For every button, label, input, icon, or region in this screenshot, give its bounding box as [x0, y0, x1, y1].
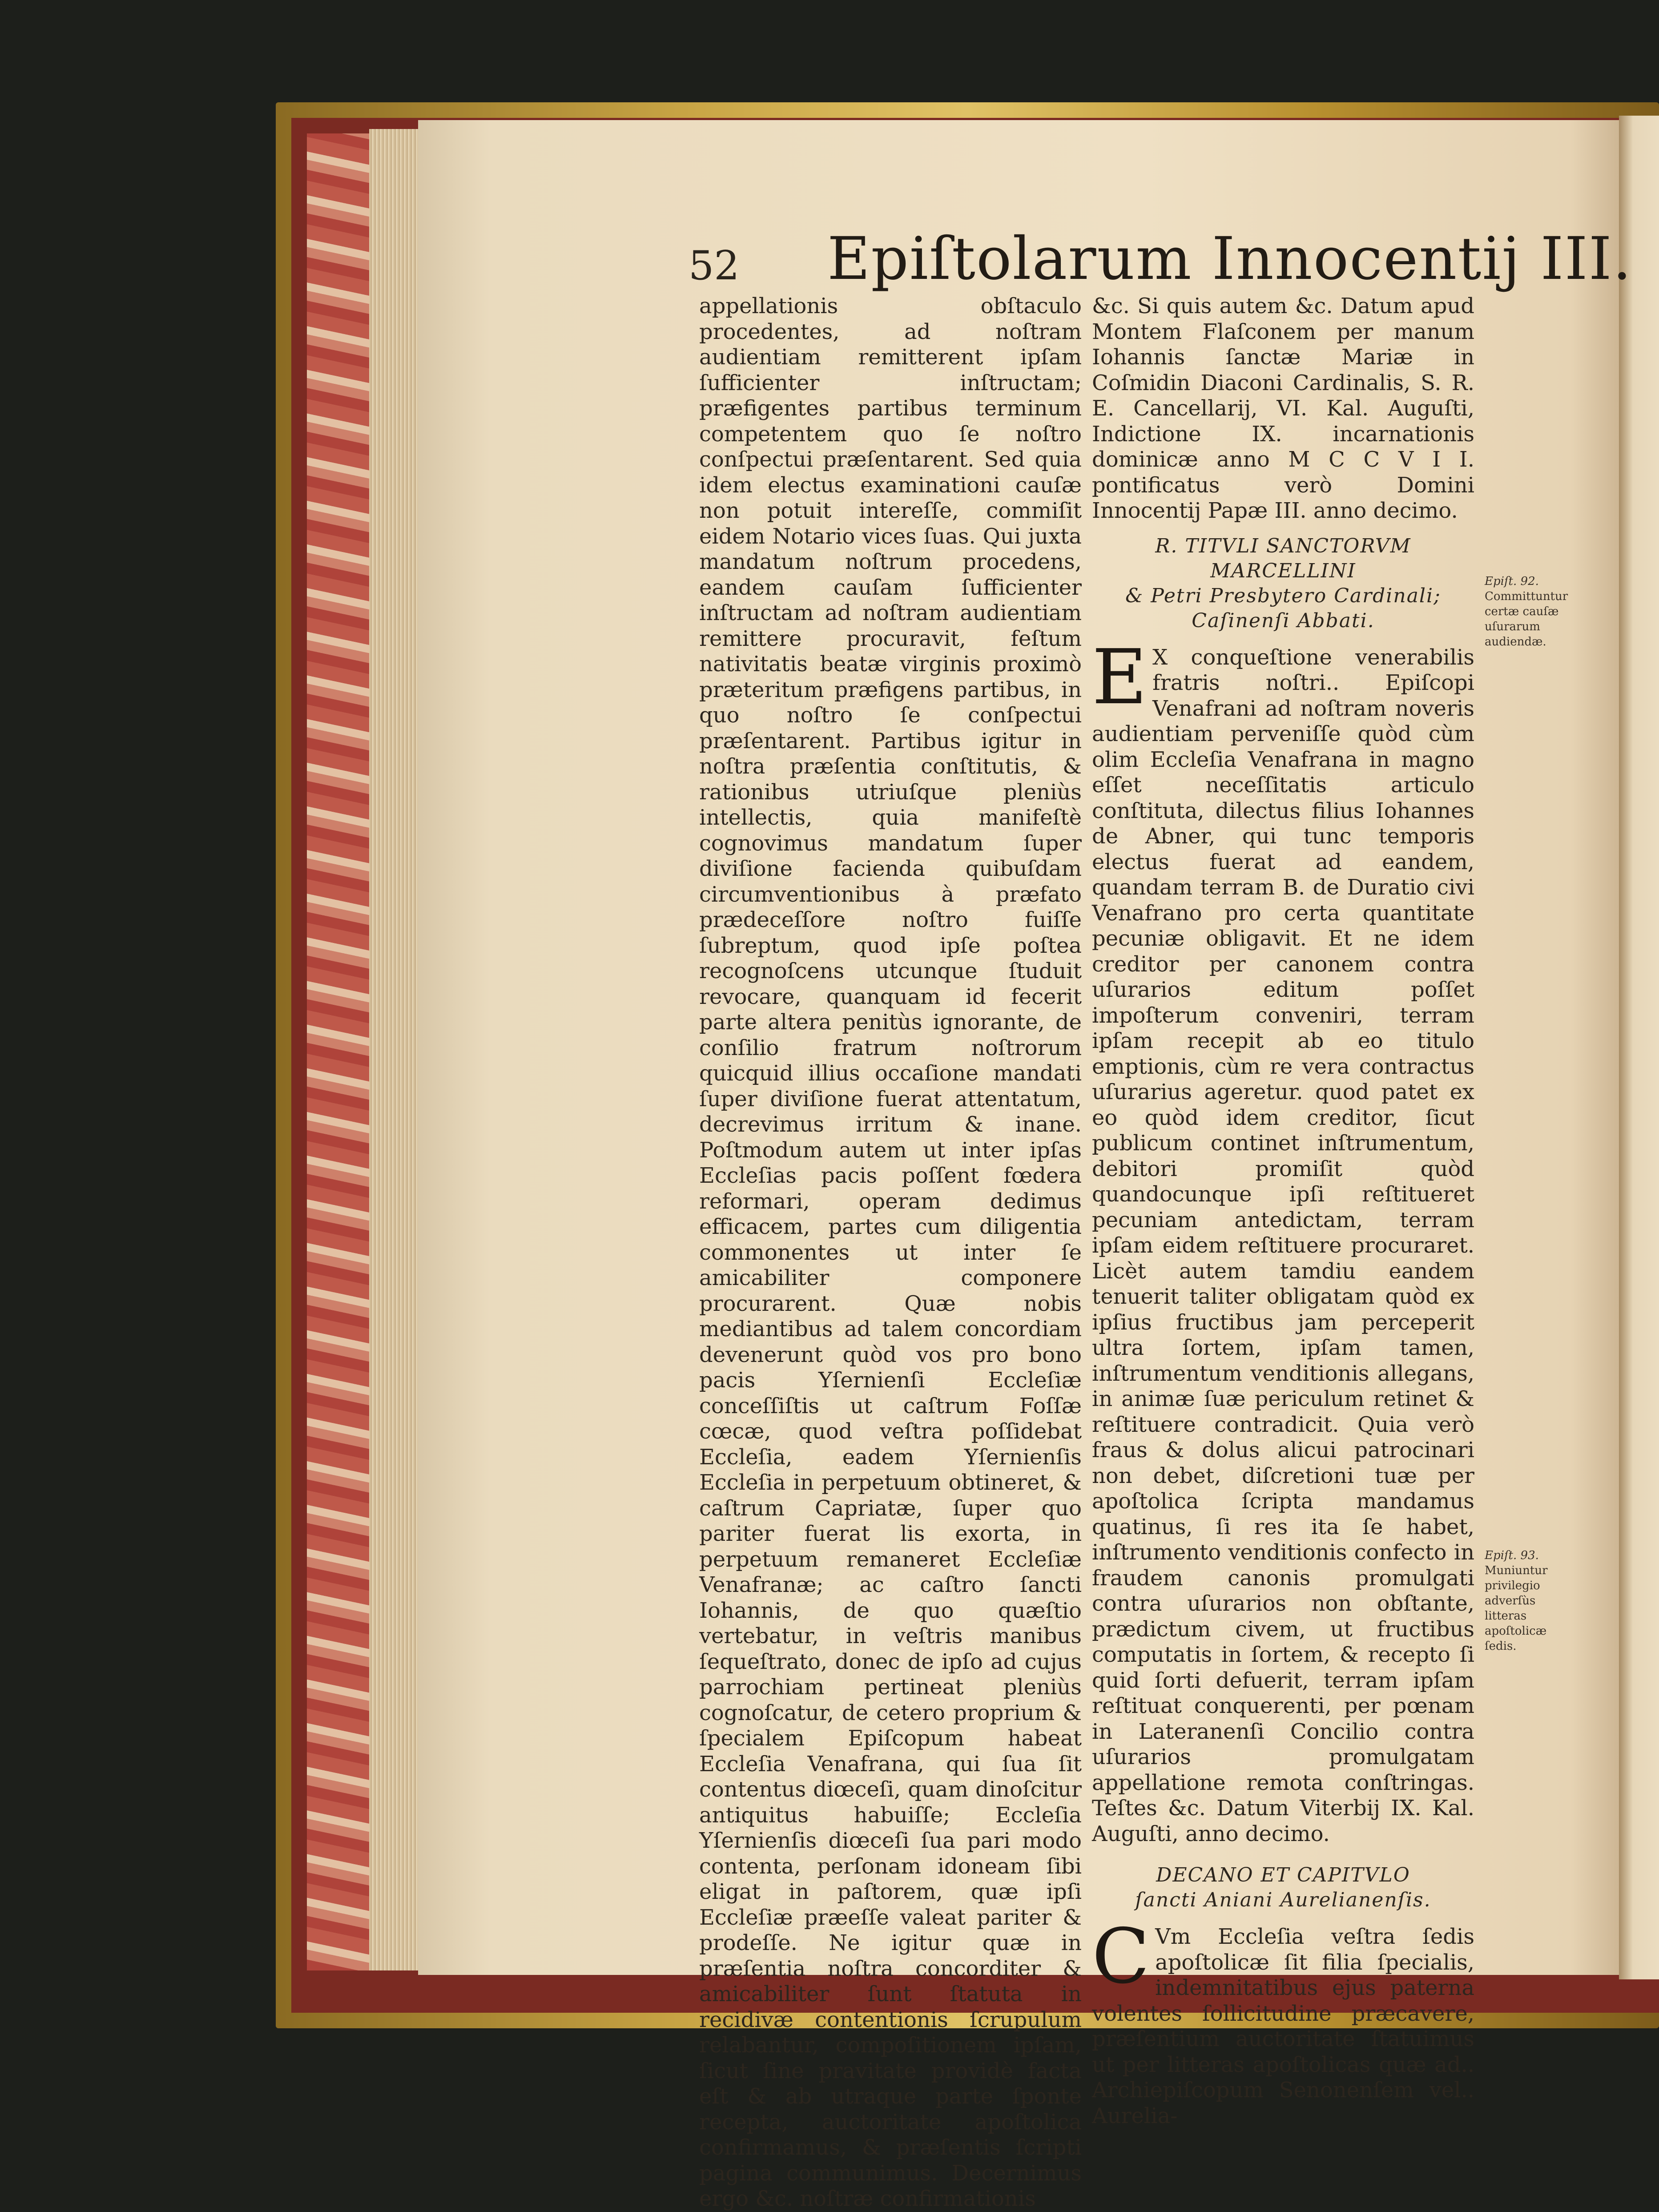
- letter-2-text: Vm Eccleſia veſtra ſedis apoſtolicæ ſit filia ſpecialis, indemnitatibus ejus paterna volentes ſollicitudine præcavere, præſentium auctoritate ſtatuimus ut per litteras apoſtolicas quæ ad.. Archiepiſcopum Senonenſem vel.. Aurelia-: [1092, 1924, 1474, 2128]
- right-column-intro: &c. Si quis autem &c. Datum apud Montem Flaſconem per manum Iohannis ſanctæ Mariæ in Coſmidin Diaconi Cardinalis, S. R. E. Cancellarij, VI. Kal. Auguſti, Indictione IX. incarnationis dominicæ anno M C C V I I. pontificatus verò Domini Innocentij Papæ III. anno decimo.: [1092, 294, 1474, 523]
- marbled-endpaper: [307, 133, 369, 1970]
- drop-cap-c: C: [1092, 1913, 1150, 2001]
- letter-1-body: [1092, 633, 1474, 1847]
- letter-heading-1: [1092, 534, 1474, 633]
- marginal-note-2-text: Muniuntur privilegio adverſùs litteras apoſtolicæ ſedis.: [1485, 1564, 1548, 1653]
- letter-2-body: [1092, 1913, 1474, 2129]
- marginal-note-2-ref: Epiſt. 93.: [1485, 1549, 1539, 1562]
- page-stack-edge: [369, 129, 418, 1970]
- running-title: Epiſtolarum Innocentij III.: [827, 225, 1632, 293]
- facing-page-edge: [1619, 116, 1659, 1979]
- marginal-note-1: [1485, 574, 1578, 649]
- left-column-text: appellationis obſtaculo procedentes, ad noſtram audientiam remitterent ipſam ſufficienter inſtructam; præfigentes partibus terminum competentem quo ſe noſtro conſpectui præſentarent. Sed quia idem electus examinationi cauſæ non potuit intereſſe, commiſit eidem Notario vices ſuas. Qui juxta mandatum noſtrum procedens, eandem cauſam ſufficienter inſtructam ad noſtram audientiam remittere procuravit, feſtum nativitatis beatæ virginis proximò præteritum præfigens partibus, in quo noſtro ſe conſpectui præſentarent. Partibus igitur in noſtra præſentia conſtitutis, & rationibus utriuſque pleniùs intellectis, quia manifeſtè cognovimus mandatum ſuper diviſione facienda quibuſdam circumventionibus à præfato prædeceſſore noſtro fuiſſe ſubreptum, quod ipſe poſtea recognoſcens utcunque ſtuduit revocare, quanquam id fecerit parte altera penitùs ignorante, de conſilio fratrum noſtrorum quicquid illius occaſione mandati ſuper diviſione fuerat attentatum, decrevimus irritum & inane. Poſtmodum autem ut inter ipſas Eccleſias pacis poſſent fœdera reformari, operam dedimus efficacem, partes cum diligentia commonentes ut inter ſe amicabiliter componere procurarent. Quæ nobis mediantibus ad talem concordiam devenerunt quòd vos pro bono pacis Yſernienſi Eccleſiæ conceſſiſtis ut caſtrum Foſſæ cœcæ, quod veſtra poſſidebat Eccleſia, eadem Yſernienſis Eccleſia in perpetuum obtineret, & caſtrum Capriatæ, ſuper quo pariter fuerat lis exorta, in perpetuum remaneret Eccleſiæ Venafranæ; ac caſtro ſancti Iohannis, de quo quæſtio vertebatur, in veſtris manibus ſequeſtrato, donec de ipſo ad cujus parrochiam pertineat pleniùs cognoſcatur, de cetero proprium & ſpecialem Epiſcopum habeat Eccleſia Venafrana, qui ſua ſit contentus diœceſi, quam dinoſcitur antiquitus habuiſſe; Eccleſia Yſernienſis diœceſi ſua pari modo contenta, perſonam idoneam ſibi eligat in paſtorem, quæ ipſi Eccleſiæ præeſſe valeat pariter & prodeſſe. Ne igitur quæ in præſentia noſtra concorditer & amicabiliter ſunt ſtatuta in recidivæ contentionis ſcrupulum relabantur, compoſitionem ipſam, ſicut ſine pravitate providè facta eſt & ab utraque parte ſponte recepta, auctoritate apoſtolica confirmamus, & præſentis ſcripti pagina communimus. Decernimus ergo &c. noſtræ confirmationis: [699, 294, 1082, 2211]
- marginal-note-2: [1485, 1548, 1578, 1654]
- left-column: [699, 294, 1082, 2212]
- letter-1-text: X conqueſtione venerabilis fratris noſtri.. Epiſcopi Venafrani ad noſtram noveris audientiam perveniſſe quòd cùm olim Eccleſia Venafrana in magno eſſet neceſſitatis articulo conſtituta, dilectus filius Iohannes de Abner, qui tunc temporis electus fuerat ad eandem, quandam terram B. de Duratio civi Venafrano pro certa quantitate pecuniæ obligavit. Et ne idem creditor per canonem contra uſurarios editum poſſet impoſterum conveniri, terram ipſam recepit ab eo titulo emptionis, cùm re vera contractus uſurarius ageretur. quod patet ex eo quòd idem creditor, ſicut publicum continet inſtrumentum, debitori promiſit quòd quandocunque ipſi reſtitueret pecuniam antedictam, terram ipſam eidem reſtituere procuraret. Licèt autem tamdiu eandem tenuerit taliter obligatam quòd ex ipſius fructibus jam perceperit ultra ſortem, ipſam tamen, inſtrumentum venditionis allegans, in animæ ſuæ periculum retinet & reſtituere contradicit. Quia verò fraus & dolus alicui patrocinari non debet, diſcretioni tuæ per apoſtolica ſcripta mandamus quatinus, ſi res ita ſe habet, inſtrumento venditionis confecto in fraudem canonis promulgati contra uſurarios non obſtante, prædictum civem, ut fructibus computatis in ſortem, & recepto ſi quid ſorti defuerit, terram ipſam reſtituat conquerenti, per pœnam in Lateranenſi Concilio contra uſurarios promulgatam appellatione remota conſtringas. Teſtes &c. Datum Viterbij IX. Kal. Auguſti, anno decimo.: [1092, 645, 1474, 1846]
- marginal-note-1-ref: Epiſt. 92.: [1485, 575, 1539, 588]
- letter-heading-1-line-1: R. TITVLI SANCTORVM MARCELLINI: [1155, 534, 1411, 582]
- letter-heading-2-line-1: DECANO ET CAPITVLO: [1156, 1864, 1410, 1886]
- page-number: 52: [689, 242, 740, 289]
- letter-heading-1-line-2: & Petri Presbytero Cardinali;: [1125, 584, 1441, 607]
- letter-heading-1-line-3: Caſinenſi Abbati.: [1192, 609, 1375, 632]
- drop-cap-e: E: [1092, 633, 1148, 721]
- marginal-note-1-text: Committuntur certæ cauſæ uſurarum audiendæ.: [1485, 590, 1568, 649]
- letter-heading-2-line-2: ſancti Aniani Aurelianenſis.: [1135, 1889, 1431, 1911]
- right-column: [1092, 294, 1474, 2129]
- letter-heading-2: [1092, 1863, 1474, 1913]
